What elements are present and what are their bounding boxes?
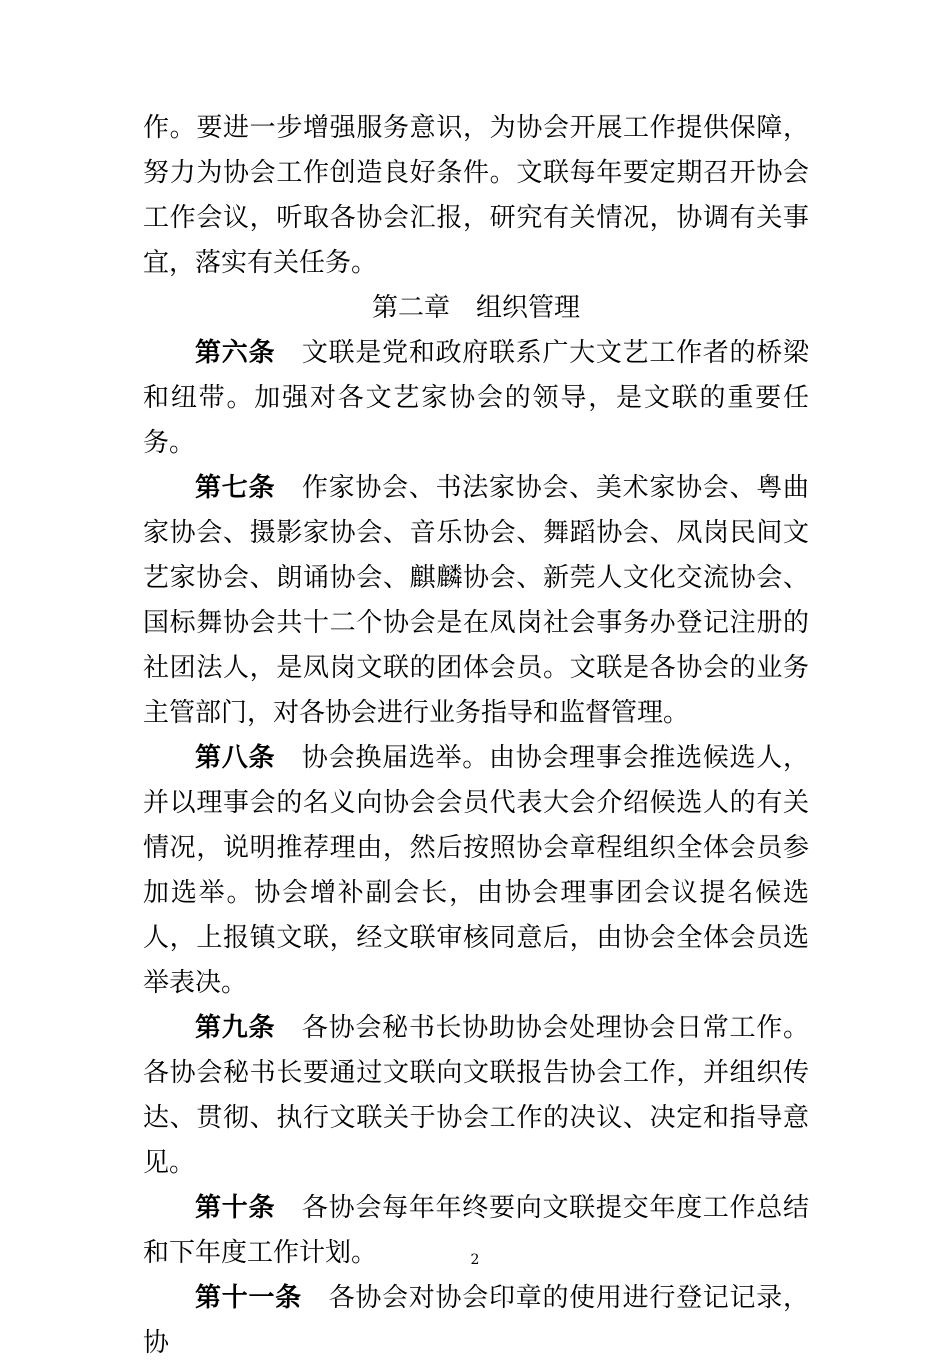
article-6	[143, 331, 809, 466]
document-body	[143, 106, 809, 1366]
article-text: 各协会秘书长协助协会处理协会日常工作。各协会秘书长要通过文联向文联报告协会工作，并组织传达、贯彻、执行文联关于协会工作的决议、决定和指导意见。	[143, 1013, 809, 1178]
intro-paragraph: 作。要进一步增强服务意识，为协会开展工作提供保障，努力为协会工作创造良好条件。文联每年要定期召开协会工作会议，听取各协会汇报，研究有关情况，协调有关事宜，落实有关任务。	[143, 113, 809, 278]
article-text: 协会换届选举。由协会理事会推选候选人，并以理事会的名义向协会会员代表大会介绍候选人的有关情况，说明推荐理由，然后按照协会章程组织全体会员参加选举。协会增补副会长，由协会理事团会议提名候选人，上报镇文联，经文联审核同意后，由协会全体会员选举表决。	[143, 743, 809, 998]
article-label: 第十条	[195, 1193, 276, 1223]
article-label: 第九条	[195, 1013, 276, 1043]
article-9	[143, 1006, 809, 1186]
article-8	[143, 736, 809, 1006]
article-text: 各协会每年年终要向文联提交年度工作总结和下年度工作计划。	[143, 1193, 809, 1268]
article-7	[143, 466, 809, 736]
article-label: 第七条	[195, 473, 276, 503]
article-11	[143, 1276, 809, 1366]
article-text: 文联是党和政府联系广大文艺工作者的桥梁和纽带。加强对各文艺家协会的领导，是文联的重要任务。	[143, 338, 809, 458]
article-label: 第八条	[195, 743, 276, 773]
chapter-heading	[143, 286, 809, 331]
page-number: 2	[470, 1252, 480, 1268]
article-text: 作家协会、书法家协会、美术家协会、粤曲家协会、摄影家协会、音乐协会、舞蹈协会、凤岗民间文艺家协会、朗诵协会、麒麟协会、新莞人文化交流协会、国标舞协会共十二个协会是在凤岗社会事务办登记注册的社团法人，是凤岗文联的团体会员。文联是各协会的业务主管部门，对各协会进行业务指导和监督管理。	[143, 473, 809, 728]
article-label: 第六条	[195, 338, 276, 368]
chapter-title: 组织管理	[476, 293, 581, 323]
article-label: 第十一条	[195, 1283, 302, 1313]
article-text: 各协会对协会印章的使用进行登记记录，协	[143, 1283, 809, 1358]
chapter-number: 第二章	[371, 293, 450, 323]
